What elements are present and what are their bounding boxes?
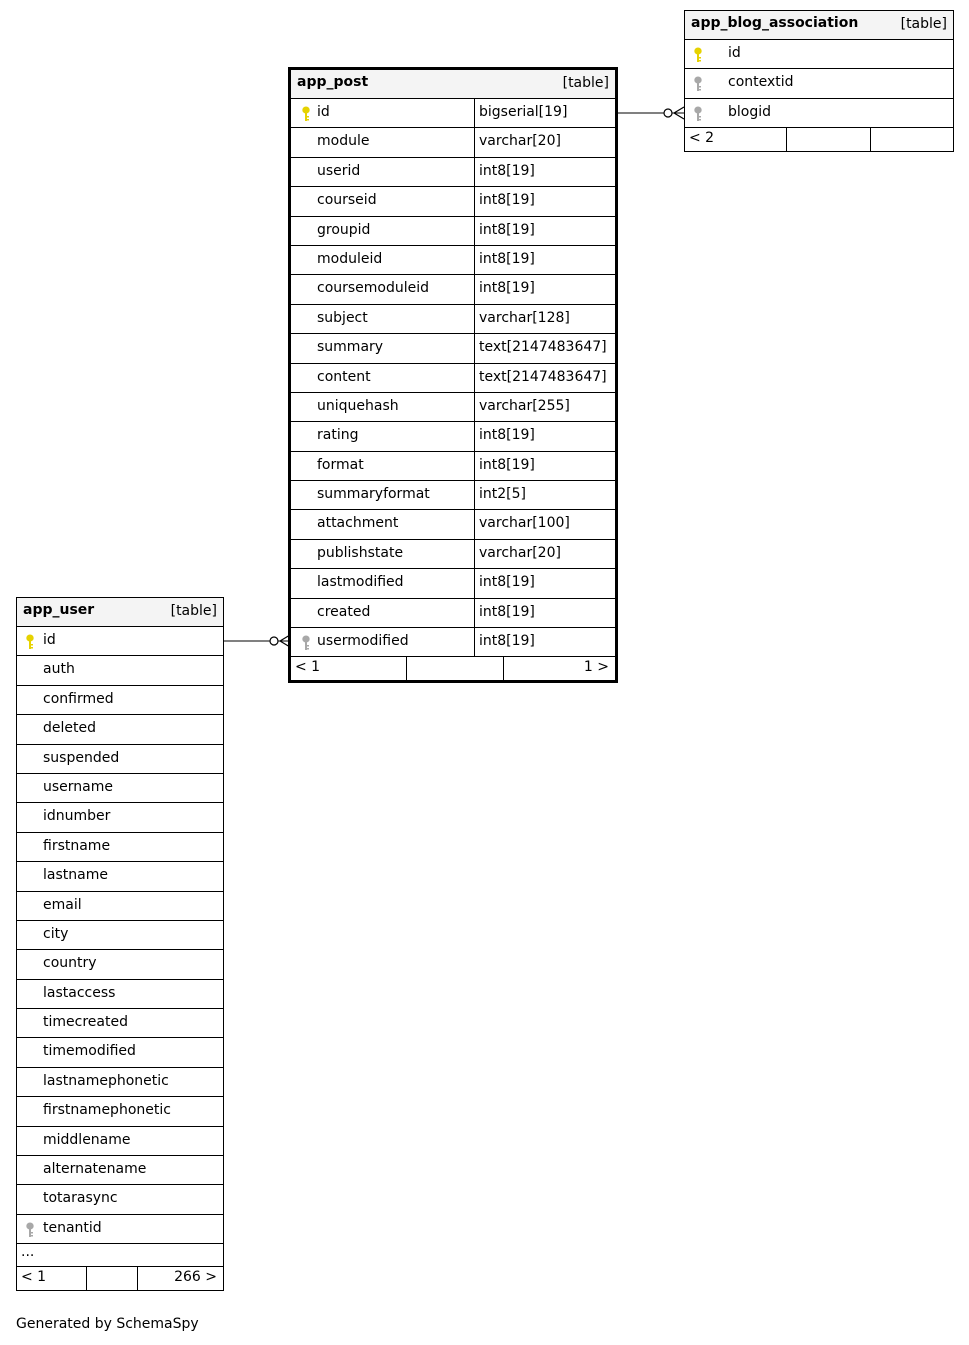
column-name: timemodified: [43, 1043, 136, 1060]
column-type: varchar[128]: [479, 309, 570, 326]
child-count[interactable]: 266 >: [174, 1269, 217, 1286]
column-name: suspended: [43, 749, 120, 766]
column-row[interactable]: [17, 1068, 223, 1097]
column-type: int8[19]: [479, 192, 535, 209]
column-name: uniquehash: [317, 397, 399, 414]
table-name[interactable]: app_blog_association: [691, 15, 859, 31]
column-name: module: [317, 133, 370, 150]
column-name: firstnamephonetic: [43, 1102, 171, 1119]
column-name: format: [317, 456, 364, 473]
column-row[interactable]: [17, 921, 223, 950]
column-name: idnumber: [43, 808, 111, 825]
column-row[interactable]: [291, 305, 615, 334]
foreign-key-icon: [693, 76, 703, 92]
column-type: bigserial[19]: [479, 104, 568, 120]
column-name: coursemoduleid: [317, 280, 430, 297]
column-row[interactable]: [291, 599, 615, 628]
column-type: varchar[100]: [479, 515, 570, 532]
column-type: int8[19]: [479, 603, 535, 620]
column-row[interactable]: [291, 452, 615, 481]
column-name: lastnamephonetic: [43, 1072, 169, 1089]
column-row[interactable]: [291, 364, 615, 393]
table-footer: [685, 128, 953, 151]
relation-user-to-post: [223, 635, 290, 647]
column-type: int8[19]: [479, 221, 535, 238]
column-row[interactable]: [291, 246, 615, 275]
table-footer: [291, 657, 615, 680]
column-name: username: [43, 778, 113, 795]
column-row[interactable]: [17, 656, 223, 685]
column-name: lastname: [43, 867, 108, 884]
table-name[interactable]: app_post: [297, 74, 369, 90]
column-row[interactable]: [17, 950, 223, 979]
column-row[interactable]: [291, 569, 615, 598]
table-header: [291, 70, 615, 99]
column-name: alternatename: [43, 1161, 147, 1178]
column-name: id: [317, 104, 330, 120]
column-row[interactable]: [17, 1185, 223, 1214]
generated-by-credit: Generated by SchemaSpy: [16, 1316, 199, 1332]
column-name: summary: [317, 339, 384, 356]
column-name: blogid: [728, 103, 772, 120]
column-row[interactable]: [17, 803, 223, 832]
column-name: auth: [43, 661, 75, 678]
column-name: id: [43, 632, 56, 648]
column-list: [17, 627, 223, 1244]
primary-key-icon: [301, 106, 311, 122]
column-row[interactable]: [291, 540, 615, 569]
column-name: lastaccess: [43, 984, 116, 1001]
column-list: [685, 40, 953, 128]
column-row[interactable]: [17, 1127, 223, 1156]
column-name: courseid: [317, 192, 377, 209]
column-type: int8[19]: [479, 633, 535, 650]
column-row[interactable]: [17, 774, 223, 803]
column-row[interactable]: [17, 862, 223, 891]
column-type: int8[19]: [479, 574, 535, 591]
column-row[interactable]: [17, 745, 223, 774]
column-row[interactable]: [291, 158, 615, 187]
column-name: id: [728, 45, 741, 61]
column-type: varchar[20]: [479, 133, 561, 150]
column-name: contextid: [728, 74, 794, 91]
column-row[interactable]: [291, 393, 615, 422]
column-row[interactable]: [291, 481, 615, 510]
table-app-post[interactable]: [288, 67, 618, 683]
column-name: summaryformat: [317, 486, 430, 503]
column-row[interactable]: [291, 217, 615, 246]
column-row[interactable]: [291, 187, 615, 216]
column-row[interactable]: [17, 1038, 223, 1067]
column-row[interactable]: [291, 510, 615, 539]
column-row[interactable]: [17, 833, 223, 862]
column-type: int8[19]: [479, 427, 535, 444]
table-name[interactable]: app_user: [23, 602, 95, 618]
parent-count[interactable]: < 2: [689, 130, 715, 147]
column-row[interactable]: [17, 1215, 223, 1244]
table-kind: [table]: [900, 16, 947, 32]
column-name: attachment: [317, 515, 399, 532]
column-row[interactable]: [685, 99, 953, 128]
column-type: varchar[255]: [479, 397, 570, 414]
foreign-key-icon: [25, 1222, 35, 1238]
column-row[interactable]: [291, 628, 615, 657]
column-name: timecreated: [43, 1014, 128, 1031]
column-name: subject: [317, 309, 368, 326]
table-kind: [table]: [170, 603, 217, 619]
column-type: int8[19]: [479, 456, 535, 473]
column-type: int8[19]: [479, 250, 535, 267]
primary-key-icon: [25, 634, 35, 650]
column-row[interactable]: [17, 686, 223, 715]
parent-count[interactable]: < 1: [21, 1269, 47, 1286]
more-columns-indicator: [17, 1244, 223, 1267]
column-name: country: [43, 955, 97, 972]
column-type: varchar[20]: [479, 544, 561, 561]
column-type: int8[19]: [479, 162, 535, 179]
column-name: userid: [317, 162, 361, 179]
column-row[interactable]: [291, 99, 615, 128]
table-kind: [table]: [562, 75, 609, 91]
column-name: city: [43, 925, 69, 942]
column-name: deleted: [43, 720, 96, 737]
column-name: middlename: [43, 1131, 131, 1148]
column-type: int8[19]: [479, 280, 535, 297]
foreign-key-icon: [301, 635, 311, 651]
primary-key-icon: [693, 47, 703, 63]
column-type: int2[5]: [479, 486, 526, 503]
column-row[interactable]: [291, 275, 615, 304]
table-footer: [17, 1267, 223, 1290]
column-row[interactable]: [17, 980, 223, 1009]
column-type: text[2147483647]: [479, 339, 607, 356]
foreign-key-icon: [693, 106, 703, 122]
column-name: usermodified: [317, 633, 409, 650]
parent-count[interactable]: < 1: [295, 659, 321, 676]
table-app-user[interactable]: [16, 597, 224, 1291]
column-row[interactable]: [291, 334, 615, 363]
column-name: publishstate: [317, 544, 404, 561]
column-row[interactable]: [17, 1156, 223, 1185]
column-name: confirmed: [43, 690, 114, 707]
column-name: moduleid: [317, 250, 383, 267]
column-row[interactable]: [17, 715, 223, 744]
column-name: groupid: [317, 221, 371, 238]
column-row[interactable]: [17, 627, 223, 656]
column-row[interactable]: [17, 892, 223, 921]
column-row[interactable]: [685, 69, 953, 98]
column-type: text[2147483647]: [479, 368, 607, 385]
relation-post-to-blog-association: [617, 107, 684, 119]
column-name: content: [317, 368, 371, 385]
ellipsis: ...: [21, 1244, 35, 1261]
column-list: [291, 99, 615, 657]
column-name: email: [43, 896, 82, 913]
column-name: totarasync: [43, 1190, 118, 1207]
column-name: rating: [317, 427, 359, 444]
child-count[interactable]: 1 >: [583, 659, 609, 676]
column-name: lastmodified: [317, 574, 404, 591]
column-row[interactable]: [685, 40, 953, 69]
column-name: tenantid: [43, 1219, 102, 1236]
column-row[interactable]: [17, 1097, 223, 1126]
column-row[interactable]: [291, 422, 615, 451]
column-name: firstname: [43, 837, 111, 854]
column-row[interactable]: [17, 1009, 223, 1038]
table-header: [17, 598, 223, 627]
table-header: [685, 11, 953, 40]
table-app-blog-association[interactable]: [684, 10, 954, 152]
column-name: created: [317, 603, 371, 620]
column-row[interactable]: [291, 128, 615, 157]
